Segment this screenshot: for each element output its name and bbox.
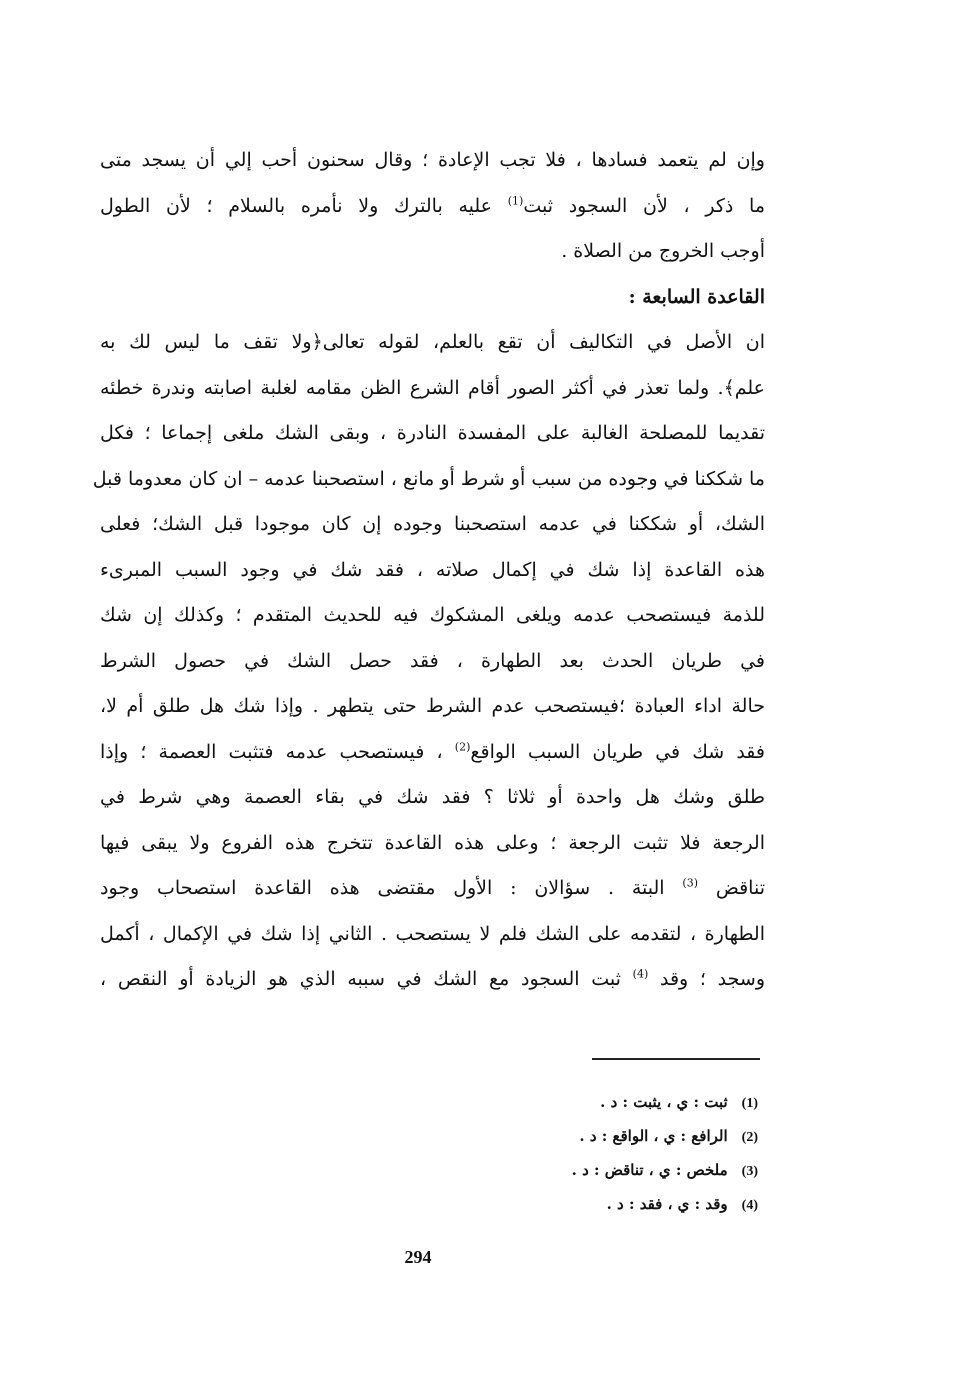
text-line: الطهارة ، لتقدمه على الشك فلم لا يستصحب . الثاني إذا شك في الإكمال ، أكمل xyxy=(100,922,765,945)
text-segment: ثبت السجود مع الشك في سببه الذي هو الزيادة أو النقص ، xyxy=(100,968,621,990)
page-number: 294 xyxy=(404,1247,432,1267)
footnote-number: (1) xyxy=(741,1096,758,1111)
text-line: علم﴾. ولما تعذر في أكثر الصور أقام الشرع الظن مقامه لغلبة اصابته وندرة خطئه xyxy=(100,376,765,399)
paragraph-1 xyxy=(100,138,765,275)
text-segment: فقد شك في طريان السبب الواقع xyxy=(470,740,766,763)
footnote-item xyxy=(458,1154,758,1188)
text-line xyxy=(100,184,765,230)
text-line: تقديما للمصلحة الغالبة على المفسدة النادرة ، وبقى الشك ملغى إجماعا ؛ فكل xyxy=(100,422,765,444)
text-segment: تناقض xyxy=(715,877,765,899)
text-line: ما شككنا في وجوده من سبب أو شرط أو مانع ، استصحبنا عدمه – ان كان معدوما قبل xyxy=(92,467,765,490)
text-line: الرجعة فلا تثبت الرجعة ؛ وعلى هذه القاعدة تتخرج هذه الفروع ولا يبقى فيها xyxy=(100,831,765,854)
text-segment: وسجد ؛ وقد xyxy=(659,968,765,990)
footnotes xyxy=(458,1086,758,1222)
text-line xyxy=(100,730,765,776)
footnote-ref-2: (2) xyxy=(454,740,471,754)
footnote-number: (3) xyxy=(741,1164,758,1179)
footnote-divider xyxy=(592,1058,760,1060)
footnote-text: ثبت : ي ، يثبت : د . xyxy=(600,1093,728,1111)
text-line: للذمة فيستصحب عدمه ويلغى المشكوك فيه للحديث المتقدم ؛ وكذلك إن شك xyxy=(100,604,765,626)
footnote-item xyxy=(458,1120,758,1154)
footnote-ref-1: (1) xyxy=(507,194,524,208)
text-line: أوجب الخروج من الصلاة . xyxy=(561,240,765,262)
footnote-ref-4: (4) xyxy=(632,967,649,981)
text-line: طلق وشك هل واحدة أو ثلاثا ؟ فقد شك في بقاء العصمة وهي شرط في xyxy=(100,786,765,808)
footnote-number: (4) xyxy=(741,1198,758,1213)
footnote-number: (2) xyxy=(741,1130,758,1145)
text-segment: عليه بالترك ولا نأمره بالسلام ؛ لأن الطول xyxy=(100,194,493,217)
section-heading: القاعدة السابعة : xyxy=(628,285,765,308)
footnote-item xyxy=(458,1188,758,1222)
text-line: هذه القاعدة إذا شك في إكمال صلاته ، فقد شك في وجود السبب المبرىء xyxy=(100,558,765,581)
text-segment: ، فيستصحب عدمه فتثبت العصمة ؛ وإذا xyxy=(100,740,443,763)
text-segment: البتة . سؤالان : الأول مقتضى هذه القاعدة استصحاب وجود xyxy=(100,877,665,899)
body-text xyxy=(92,138,766,1003)
footnote-ref-3: (3) xyxy=(682,876,698,890)
text-line: في طريان الحدث بعد الطهارة ، فقد حصل الشك في حصول الشرط xyxy=(100,649,765,672)
text-segment: ما ذكر ، لأن السجود ثبت xyxy=(523,194,766,217)
text-line xyxy=(100,866,765,912)
text-line: حالة اداء العبادة ؛فيستصحب عدم الشرط حتى يتطهر . وإذا شك هل طلق أم لا، xyxy=(100,695,765,717)
paragraph-2 xyxy=(92,320,766,1003)
footnote-item xyxy=(458,1086,758,1120)
footnote-text: وقد : ي ، فقد : د . xyxy=(606,1195,728,1213)
text-line: ان الأصل في التكاليف أن تقع بالعلم، لقوله تعالى﴿ولا تقف ما ليس لك به xyxy=(100,331,765,353)
footnote-text: الرافع : ي ، الواقع : د . xyxy=(579,1127,728,1145)
footnote-text: ملخص : ي ، تناقض : د . xyxy=(571,1161,728,1179)
text-line: الشك، أو شككنا في عدمه استصحبنا وجوده إن كان موجودا قبل الشك؛ فعلى xyxy=(100,513,765,535)
text-line xyxy=(100,957,765,1003)
text-line: وإن لم يتعمد فسادها ، فلا تجب الإعادة ؛ وقال سحنون أحب إلي أن يسجد متى xyxy=(100,149,765,171)
